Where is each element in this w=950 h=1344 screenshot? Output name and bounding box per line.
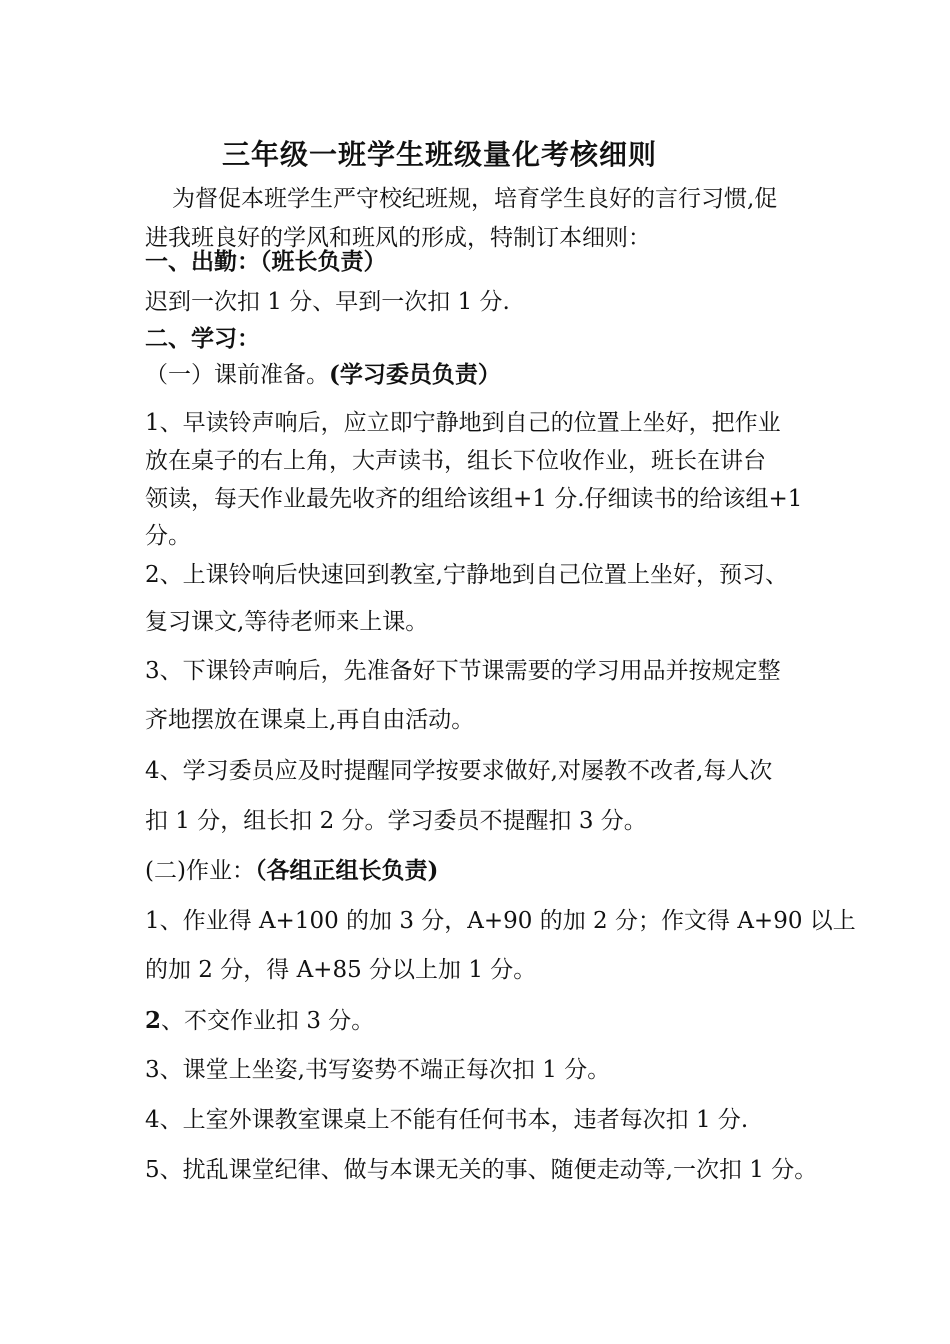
- prep-item1-line3: 领读，每天作业最先收齐的组给该组+1 分.仔细读书的给该组+1: [145, 486, 803, 512]
- section-attendance-text: 迟到一次扣 1 分、早到一次扣 1 分.: [145, 289, 510, 315]
- prep-item4-line1: 4、学习委员应及时提醒同学按要求做好,对屡教不改者,每人次: [145, 758, 773, 784]
- homework-item1-line1: 1、作业得 A+100 的加 3 分，A+90 的加 2 分；作文得 A+90 以上: [145, 908, 856, 934]
- homework-item4: 4、上室外课教室课桌上不能有任何书本，违者每次扣 1 分.: [145, 1107, 749, 1133]
- homework-item5: 5、扰乱课堂纪律、做与本课无关的事、随便走动等,一次扣 1 分。: [145, 1157, 818, 1183]
- prep-item2-line2: 复习课文,等待老师来上课。: [145, 609, 429, 635]
- prep-item3-line1: 3、下课铃声响后，先准备好下节课需要的学习用品并按规定整: [145, 658, 781, 684]
- homework-item1-line2: 的加 2 分，得 A+85 分以上加 1 分。: [145, 957, 537, 983]
- subsection-homework-label: (二)作业：: [145, 858, 255, 884]
- prep-item1-line1: 1、早读铃声响后，应立即宁静地到自己的位置上坐好，把作业: [145, 410, 781, 436]
- prep-item1-line4: 分。: [145, 523, 191, 549]
- subsection-preparation-heading: [145, 360, 501, 390]
- prep-item4-line2: 扣 1 分，组长扣 2 分。学习委员不提醒扣 3 分。: [145, 808, 647, 834]
- intro-line-1: 为督促本班学生严守校纪班规，培育学生良好的言行习惯,促: [172, 186, 778, 212]
- homework-item2-text: 、不交作业扣 3 分。: [161, 1008, 375, 1034]
- homework-item2: [145, 1006, 374, 1036]
- prep-item2-line1: 2、上课铃响后快速回到教室,宁静地到自己位置上坐好，预习、: [145, 562, 788, 588]
- section-attendance-heading: 一、出勤：（班长负责）: [145, 248, 387, 275]
- subsection-preparation-responsible: (学习委员负责）: [329, 361, 501, 388]
- homework-item2-number: 2: [145, 1007, 162, 1034]
- document-title: 三年级一班学生班级量化考核细则: [222, 138, 658, 171]
- section-study-heading: 二、学习：: [145, 325, 260, 352]
- prep-item1-line2: 放在桌子的右上角，大声读书，组长下位收作业，班长在讲台: [145, 448, 766, 474]
- prep-item3-line2: 齐地摆放在课桌上,再自由活动。: [145, 707, 475, 733]
- subsection-preparation-label: （一）课前准备。: [145, 362, 329, 388]
- homework-item3: 3、课堂上坐姿,书写姿势不端正每次扣 1 分。: [145, 1057, 611, 1083]
- subsection-homework-responsible: （各组正组长负责): [254, 857, 439, 884]
- subsection-homework-heading: [145, 856, 438, 886]
- intro-line-2: 进我班良好的学风和班风的形成，特制订本细则：: [145, 225, 651, 251]
